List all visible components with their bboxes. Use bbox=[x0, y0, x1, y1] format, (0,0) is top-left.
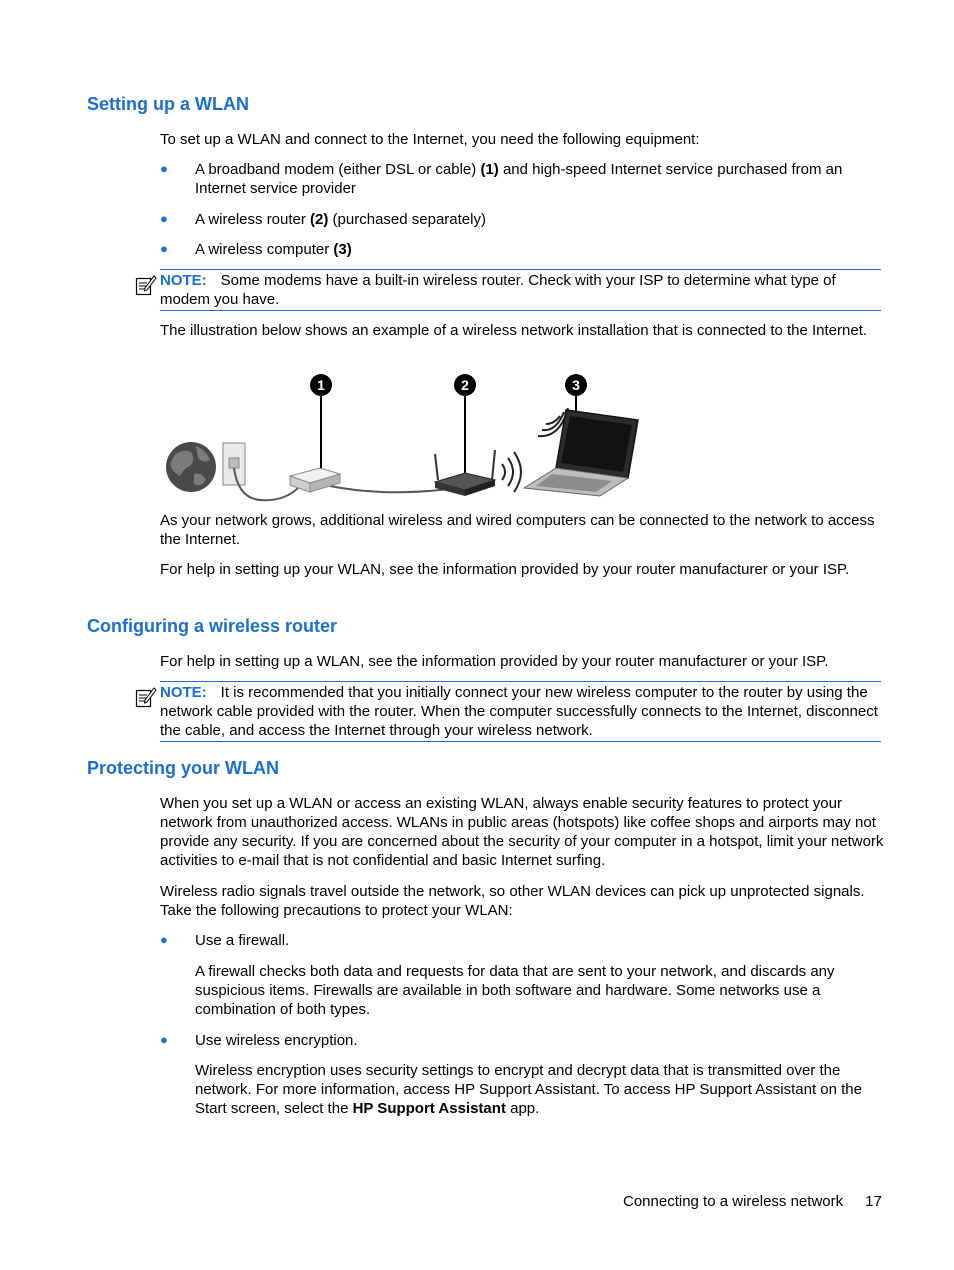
globe-icon bbox=[166, 442, 216, 492]
note-label: NOTE: bbox=[160, 684, 207, 701]
page-footer bbox=[623, 1193, 903, 1210]
note-label: NOTE: bbox=[160, 272, 207, 289]
paragraph-help-setup: For help in setting up your WLAN, see the information provided by your router manufacturer or your ISP. bbox=[160, 561, 850, 578]
section-heading-protecting-wlan: Protecting your WLAN bbox=[87, 758, 279, 778]
list-item-computer: A wireless computer (3) bbox=[195, 241, 352, 258]
section-heading-configuring-router: Configuring a wireless router bbox=[87, 616, 338, 636]
network-illustration bbox=[160, 368, 650, 508]
callout-label-2: 2 bbox=[461, 377, 469, 393]
bullet-marker: ● bbox=[160, 932, 168, 947]
section-heading-setting-up-wlan: Setting up a WLAN bbox=[87, 94, 249, 114]
note-icon bbox=[135, 686, 157, 708]
note-box-modem: NOTE: Some modems have a built-in wireless router. Check with your ISP to determine what type of modem you have. bbox=[160, 269, 881, 311]
encryption-description: Wireless encryption uses security settings to encrypt and decrypt data that is transmitted over the network. For more information, access HP Support Assistant. To access HP Support Assistant on the Start screen, select the HP Support Assistant app. bbox=[195, 1062, 862, 1117]
paragraph-security: When you set up a WLAN or access an existing WLAN, always enable security features to protect your network from unauthorized access. WLANs in public areas (hotspots) like coffee shops and airports may not provide any security. If you are concerned about the security of your computer in a hotspot, limit your network activities to e-mail that is not confidential and basic Internet surfing. bbox=[160, 795, 884, 869]
footer-title: Connecting to a wireless network bbox=[623, 1193, 844, 1210]
callout-label-1: 1 bbox=[317, 377, 325, 393]
list-item-encryption: Use wireless encryption. bbox=[195, 1032, 358, 1049]
wall-jack-icon bbox=[223, 443, 245, 485]
laptop-icon bbox=[524, 410, 638, 496]
page-number: 17 bbox=[865, 1193, 882, 1210]
intro-paragraph: To set up a WLAN and connect to the Internet, you need the following equipment: bbox=[160, 131, 700, 148]
wireless-signal-icon bbox=[502, 452, 521, 492]
firewall-description: A firewall checks both data and requests for data that are sent to your network, and discards any suspicious items. Firewalls are available in both software and hardware. Some networks use a combination of both types. bbox=[195, 963, 835, 1018]
bullet-marker: ● bbox=[160, 1032, 168, 1047]
note-box-cable: NOTE: It is recommended that you initially connect your new wireless computer to the router by using the network cable provided with the router. When the computer successfully connects to the Internet, disconnect the cable, and access the Internet through your wireless network. bbox=[160, 681, 881, 742]
illustration-intro: The illustration below shows an example of a wireless network installation that is connected to the Internet. bbox=[160, 322, 868, 339]
list-item-firewall: Use a firewall. bbox=[195, 932, 290, 949]
callout-label-3: 3 bbox=[572, 377, 580, 393]
list-item-router: A wireless router (2) (purchased separately) bbox=[195, 211, 486, 228]
paragraph-network-grows: As your network grows, additional wireless and wired computers can be connected to the network to access the Internet. bbox=[160, 512, 875, 548]
note-icon bbox=[135, 274, 157, 296]
bullet-marker: ● bbox=[160, 241, 168, 256]
bullet-marker: ● bbox=[160, 211, 168, 226]
paragraph-radio-signals: Wireless radio signals travel outside the network, so other WLAN devices can pick up unprotected signals. Take the following precautions to protect your WLAN: bbox=[160, 883, 865, 919]
bullet-marker: ● bbox=[160, 161, 168, 176]
list-item-modem: A broadband modem (either DSL or cable) (1) and high-speed Internet service purchased from an Internet service provider bbox=[195, 161, 843, 197]
paragraph-router-help: For help in setting up a WLAN, see the information provided by your router manufacturer or your ISP. bbox=[160, 653, 829, 670]
